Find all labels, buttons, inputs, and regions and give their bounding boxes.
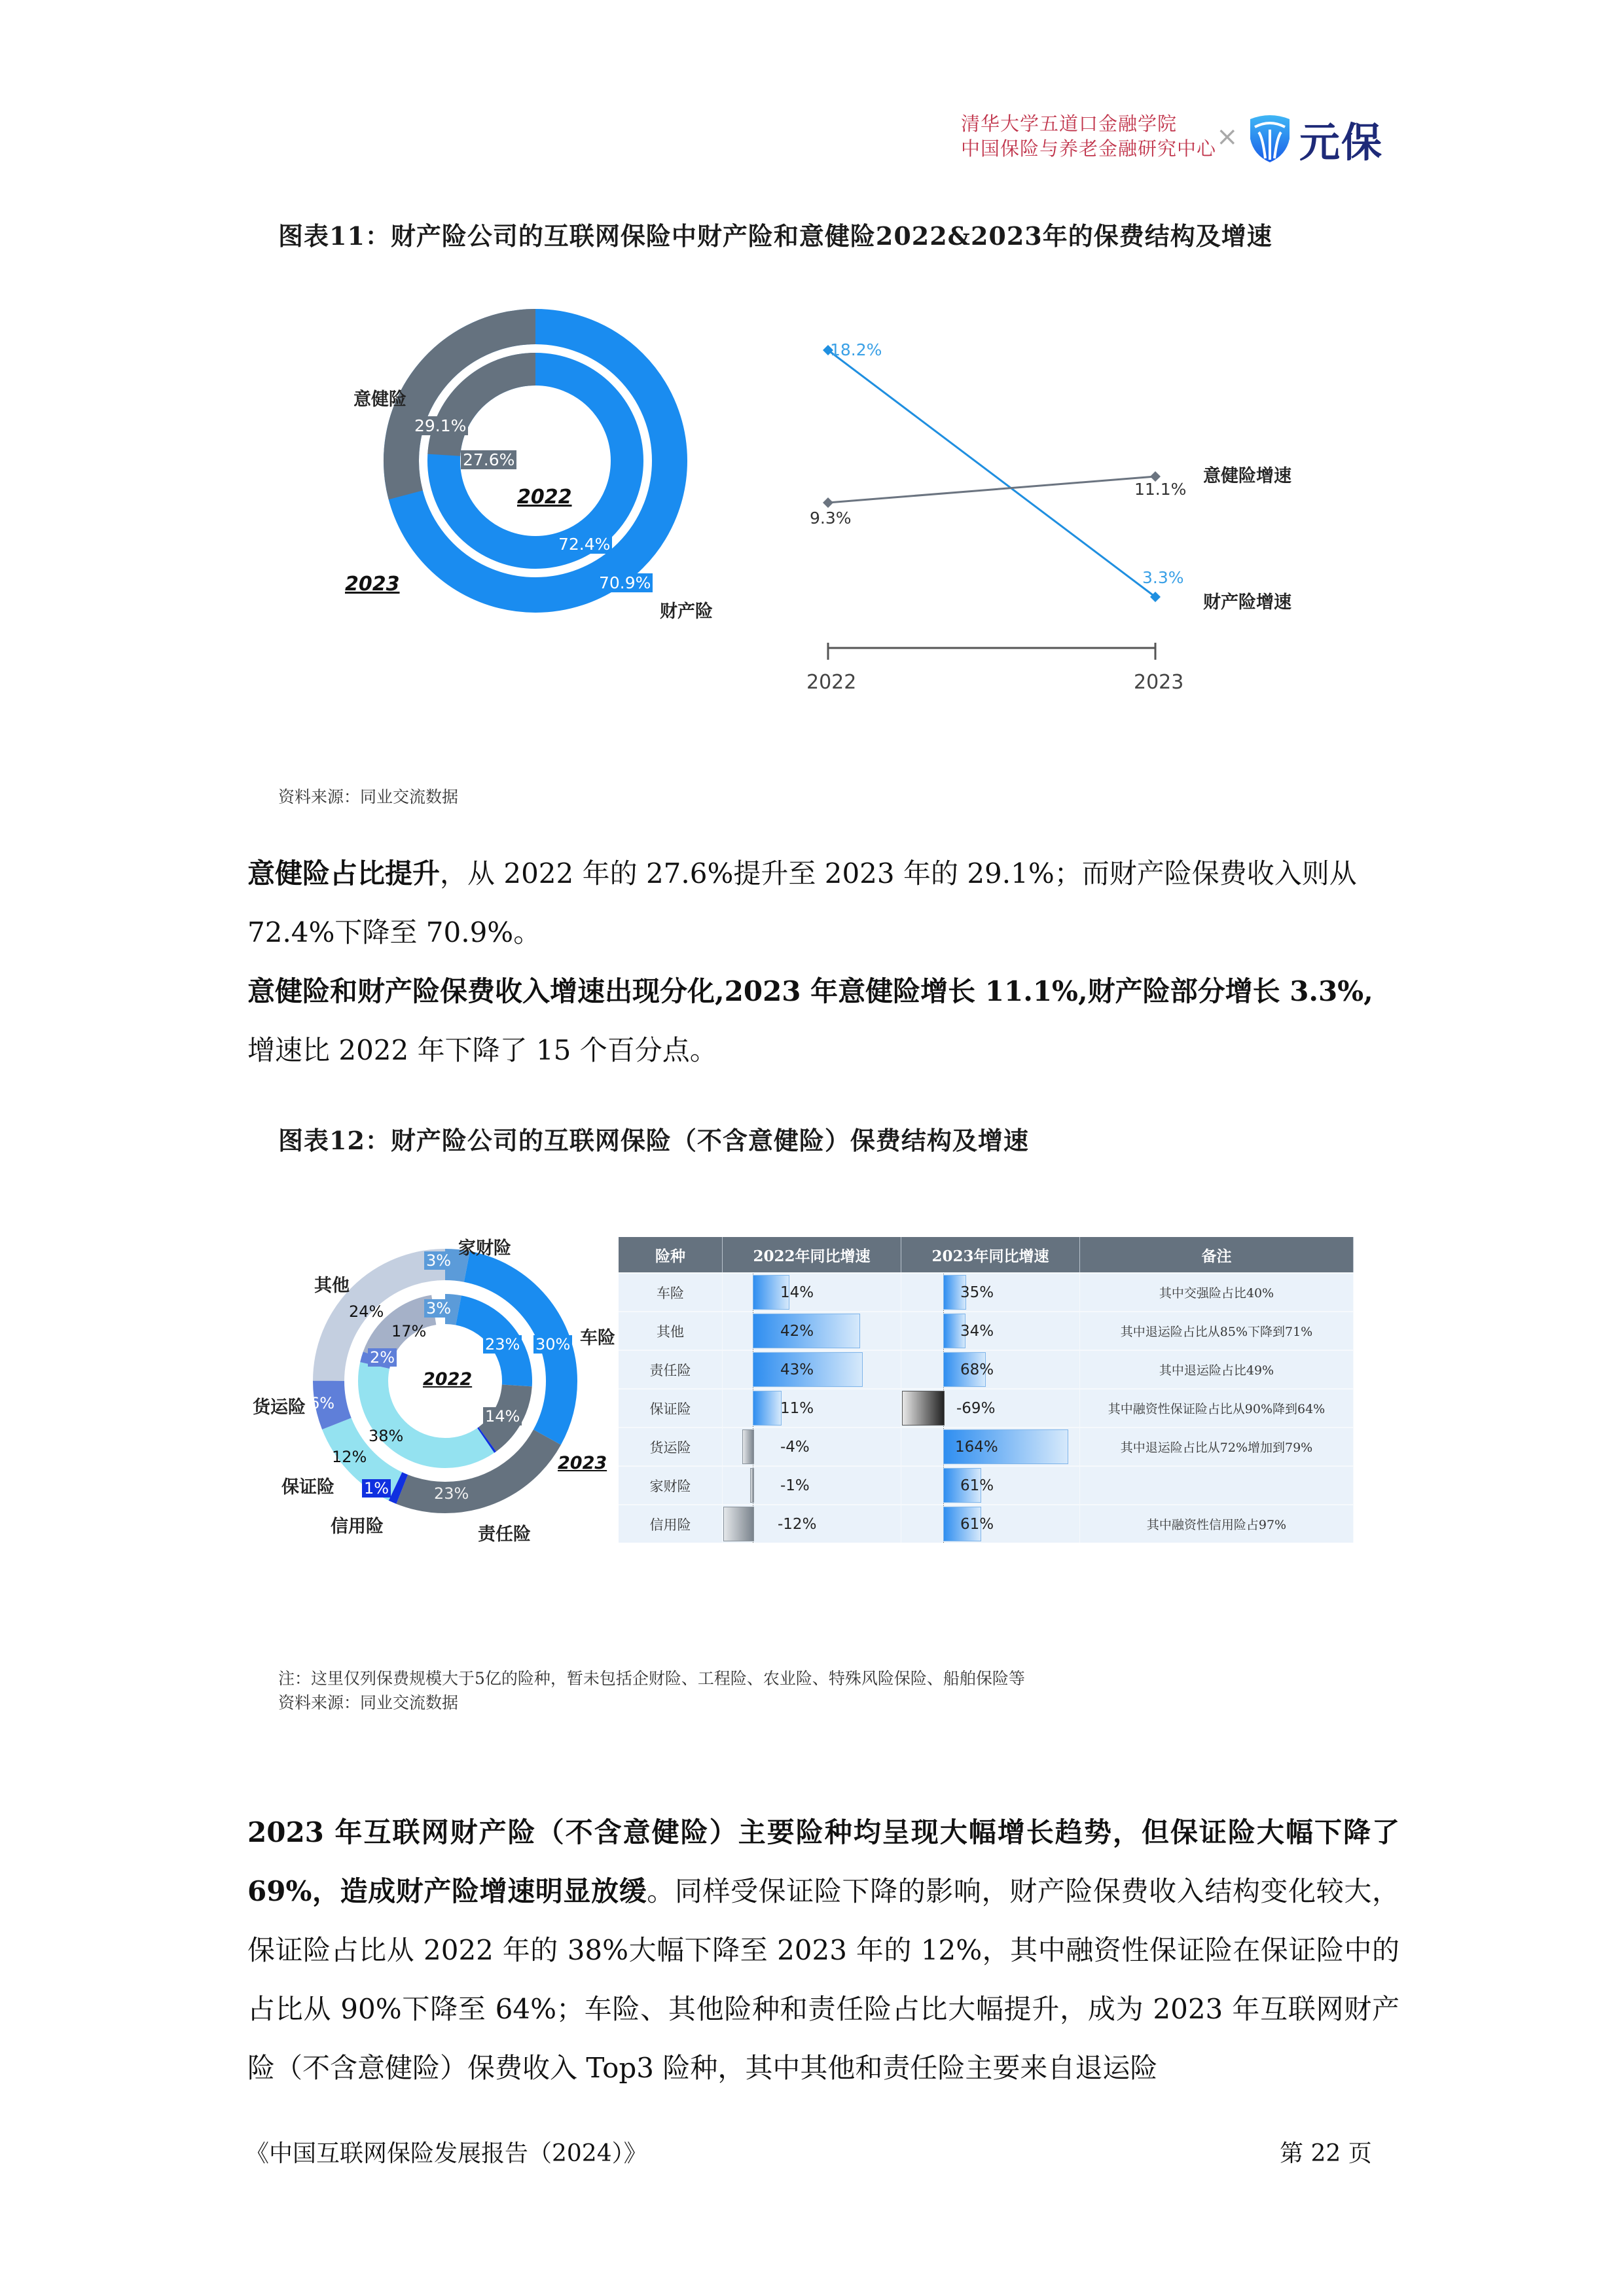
pct-2023-zeren: 23%: [434, 1484, 469, 1503]
value-yijian-2023: 11.1%: [1134, 480, 1187, 499]
label-2022-center: 2022: [423, 1369, 473, 1390]
value-2022: -1%: [780, 1477, 810, 1494]
footer-report-title: 《中国互联网保险发展报告（2024）》: [245, 2140, 647, 2167]
figure-11-title: 图表11：财产险公司的互联网保险中财产险和意健险2022&2023年的保费结构及增速: [278, 221, 1272, 251]
pct-2022-chexian: 23%: [483, 1335, 522, 1354]
label-xinyong: 信用险: [331, 1516, 384, 1537]
header-type: 险种: [619, 1237, 723, 1273]
row-type: 车险: [619, 1273, 723, 1312]
paragraph-3-lead: 2023 年互联网财产险（不含意健险）主要险种均呈现大幅增长趋势，但保证险大幅下降了 69%，造成财产险增速明显放缓: [247, 1816, 1399, 1907]
pct-2023-baozheng: 12%: [332, 1448, 367, 1466]
label-zeren: 责任险: [478, 1524, 531, 1545]
row-note: 其中退运险占比从85%下降到71%: [1080, 1312, 1354, 1350]
value-2023: 35%: [960, 1283, 994, 1301]
value-2022: -4%: [780, 1438, 810, 1456]
table-row: [619, 1505, 1354, 1543]
table-row: [619, 1273, 1354, 1312]
label-2023-outer: 2023: [345, 573, 400, 596]
figure-11-line-chart: [772, 314, 1335, 707]
bar-2023: [901, 1466, 1080, 1505]
shield-logo-icon: [1247, 113, 1293, 164]
row-note: 其中交强险占比40%: [1080, 1273, 1354, 1312]
paragraph-3-body: 。同样受保证险下降的影响，财产险保费收入结构变化较大，保证险占比从 2022 年的 38%大幅下降至 2023 年的 12%，其中融资性保证险在保证险中的占比从 90%下降至 64%；车险、其他险种和责任险占比大幅提升，成为 2023 年互联网财产险（不含意健险）保费收入 Top3 险种，其中其他和责任险主要来自退运险: [247, 1875, 1399, 2084]
paragraph-3: [247, 1803, 1399, 2098]
label-chexian: 车险: [580, 1328, 615, 1348]
row-type: 家财险: [619, 1466, 723, 1505]
table-row: [619, 1312, 1354, 1350]
label-jiacai: 家财险: [458, 1238, 511, 1259]
pct-2023-huoyun: 6%: [310, 1394, 335, 1412]
pct-2023-jiacai: 3%: [424, 1251, 453, 1270]
header-2022-growth: 2022年同比增速: [723, 1237, 901, 1273]
label-2022-center: 2022: [517, 486, 572, 509]
label-yijian: 意健险: [353, 389, 406, 410]
table-header-row: [619, 1237, 1354, 1273]
row-note: [1080, 1466, 1354, 1505]
pct-2022-zeren: 14%: [483, 1407, 522, 1426]
x-tick-2022: 2022: [806, 671, 857, 694]
pct-2022-huoyun: 2%: [368, 1348, 397, 1367]
figure-11-source: 资料来源：同业交流数据: [278, 787, 459, 806]
paragraph-2: [247, 962, 1399, 1080]
value-2022: -12%: [778, 1515, 817, 1533]
bar-2023: [901, 1312, 1080, 1350]
pct-2022-qita: 17%: [391, 1322, 427, 1340]
label-baozheng: 保证险: [281, 1477, 334, 1498]
bar-2023: [901, 1273, 1080, 1312]
growth-table: [619, 1237, 1354, 1543]
row-type: 信用险: [619, 1505, 723, 1543]
pct-2022-jiacai: 3%: [424, 1299, 453, 1318]
value-2023: 68%: [960, 1361, 994, 1378]
bar-2023: [901, 1505, 1080, 1543]
paragraph-2-body: 增速比 2022 年下降了 15 个百分点。: [247, 1034, 717, 1066]
paragraph-2-lead: 意健险和财产险保费收入增速出现分化,2023 年意健险增长 11.1%,财产险部分增长 3.3%,: [247, 975, 1373, 1007]
table-row: [619, 1427, 1354, 1466]
value-caichan-2023: 3.3%: [1142, 568, 1184, 587]
bar-2022: [723, 1273, 901, 1312]
pct-2023-caichan: 70.9%: [597, 573, 653, 592]
bar-2022: [723, 1350, 901, 1389]
value-yijian-2022: 9.3%: [810, 509, 852, 528]
value-2023: 61%: [960, 1477, 994, 1494]
row-type: 保证险: [619, 1389, 723, 1427]
legend-caichan-growth: 财产险增速: [1203, 592, 1291, 613]
value-2022: 42%: [780, 1322, 814, 1340]
figure-12-note: 注：这里仅列保费规模大于5亿的险种，暂未包括企财险、工程险、农业险、特殊风险保险、船舶保险等: [278, 1669, 1025, 1688]
bar-2023: [901, 1389, 1080, 1427]
bar-2022: [723, 1505, 901, 1543]
legend-yijian-growth: 意健险增速: [1203, 466, 1291, 486]
row-note: 其中退运险占比从72%增加到79%: [1080, 1427, 1354, 1466]
pct-2023-qita: 24%: [349, 1302, 384, 1321]
x-tick-2023: 2023: [1134, 671, 1184, 694]
pct-2022-yijian: 27.6%: [461, 450, 516, 469]
row-type: 货运险: [619, 1427, 723, 1466]
row-note: 其中融资性保证险占比从90%降到64%: [1080, 1389, 1354, 1427]
table-row: [619, 1350, 1354, 1389]
value-2022: 43%: [780, 1361, 814, 1378]
org-line-1: 清华大学五道口金融学院: [961, 113, 1178, 135]
figure-11-donut-chart: [367, 295, 707, 635]
paragraph-1-lead: 意健险占比提升: [247, 857, 441, 889]
value-2022: 14%: [780, 1283, 814, 1301]
bar-2022: [723, 1427, 901, 1466]
pct-2023-yijian: 29.1%: [412, 416, 468, 435]
row-note: 其中融资性信用险占97%: [1080, 1505, 1354, 1543]
value-2023: 34%: [960, 1322, 994, 1340]
bar-2023: [901, 1350, 1080, 1389]
bar-2022: [723, 1466, 901, 1505]
pct-2022-baozheng: 38%: [369, 1427, 404, 1445]
row-type: 其他: [619, 1312, 723, 1350]
bar-2022: [723, 1312, 901, 1350]
figure-12-source: 资料来源：同业交流数据: [278, 1693, 459, 1712]
paragraph-1: [247, 844, 1399, 962]
row-note: 其中退运险占比49%: [1080, 1350, 1354, 1389]
org-name: [961, 111, 1216, 161]
bar-2023: [901, 1427, 1080, 1466]
brand-name: 元保: [1299, 118, 1384, 166]
bar-2022: [723, 1389, 901, 1427]
label-2023-outer: 2023: [558, 1453, 607, 1473]
row-type: 责任险: [619, 1350, 723, 1389]
value-caichan-2022: 18.2%: [830, 340, 882, 359]
footer-page-number: 第 22 页: [1280, 2140, 1372, 2167]
label-qita: 其他: [314, 1276, 350, 1296]
label-huoyun: 货运险: [253, 1397, 306, 1418]
value-2023: 164%: [955, 1438, 998, 1456]
table-row: [619, 1389, 1354, 1427]
paragraph-1-body: ，从 2022 年的 27.6%提升至 2023 年的 29.1%；而财产险保费收入则从 72.4%下降至 70.9%。: [247, 857, 1357, 948]
label-caichan: 财产险: [660, 601, 713, 622]
figure-12-title: 图表12：财产险公司的互联网保险（不含意健险）保费结构及增速: [278, 1126, 1029, 1155]
header-note: 备注: [1080, 1237, 1354, 1273]
header-2023-growth: 2023年同比增速: [901, 1237, 1080, 1273]
value-2023: 61%: [960, 1515, 994, 1533]
value-2022: 11%: [780, 1399, 814, 1417]
separator-x: ×: [1216, 122, 1238, 152]
pct-2023-chexian: 30%: [533, 1335, 572, 1354]
pct-2022-caichan: 72.4%: [556, 535, 612, 554]
value-2023: -69%: [956, 1399, 996, 1417]
pct-2023-xinyong: 1%: [362, 1479, 391, 1498]
org-line-2: 中国保险与养老金融研究中心: [961, 137, 1217, 160]
table-row: [619, 1466, 1354, 1505]
